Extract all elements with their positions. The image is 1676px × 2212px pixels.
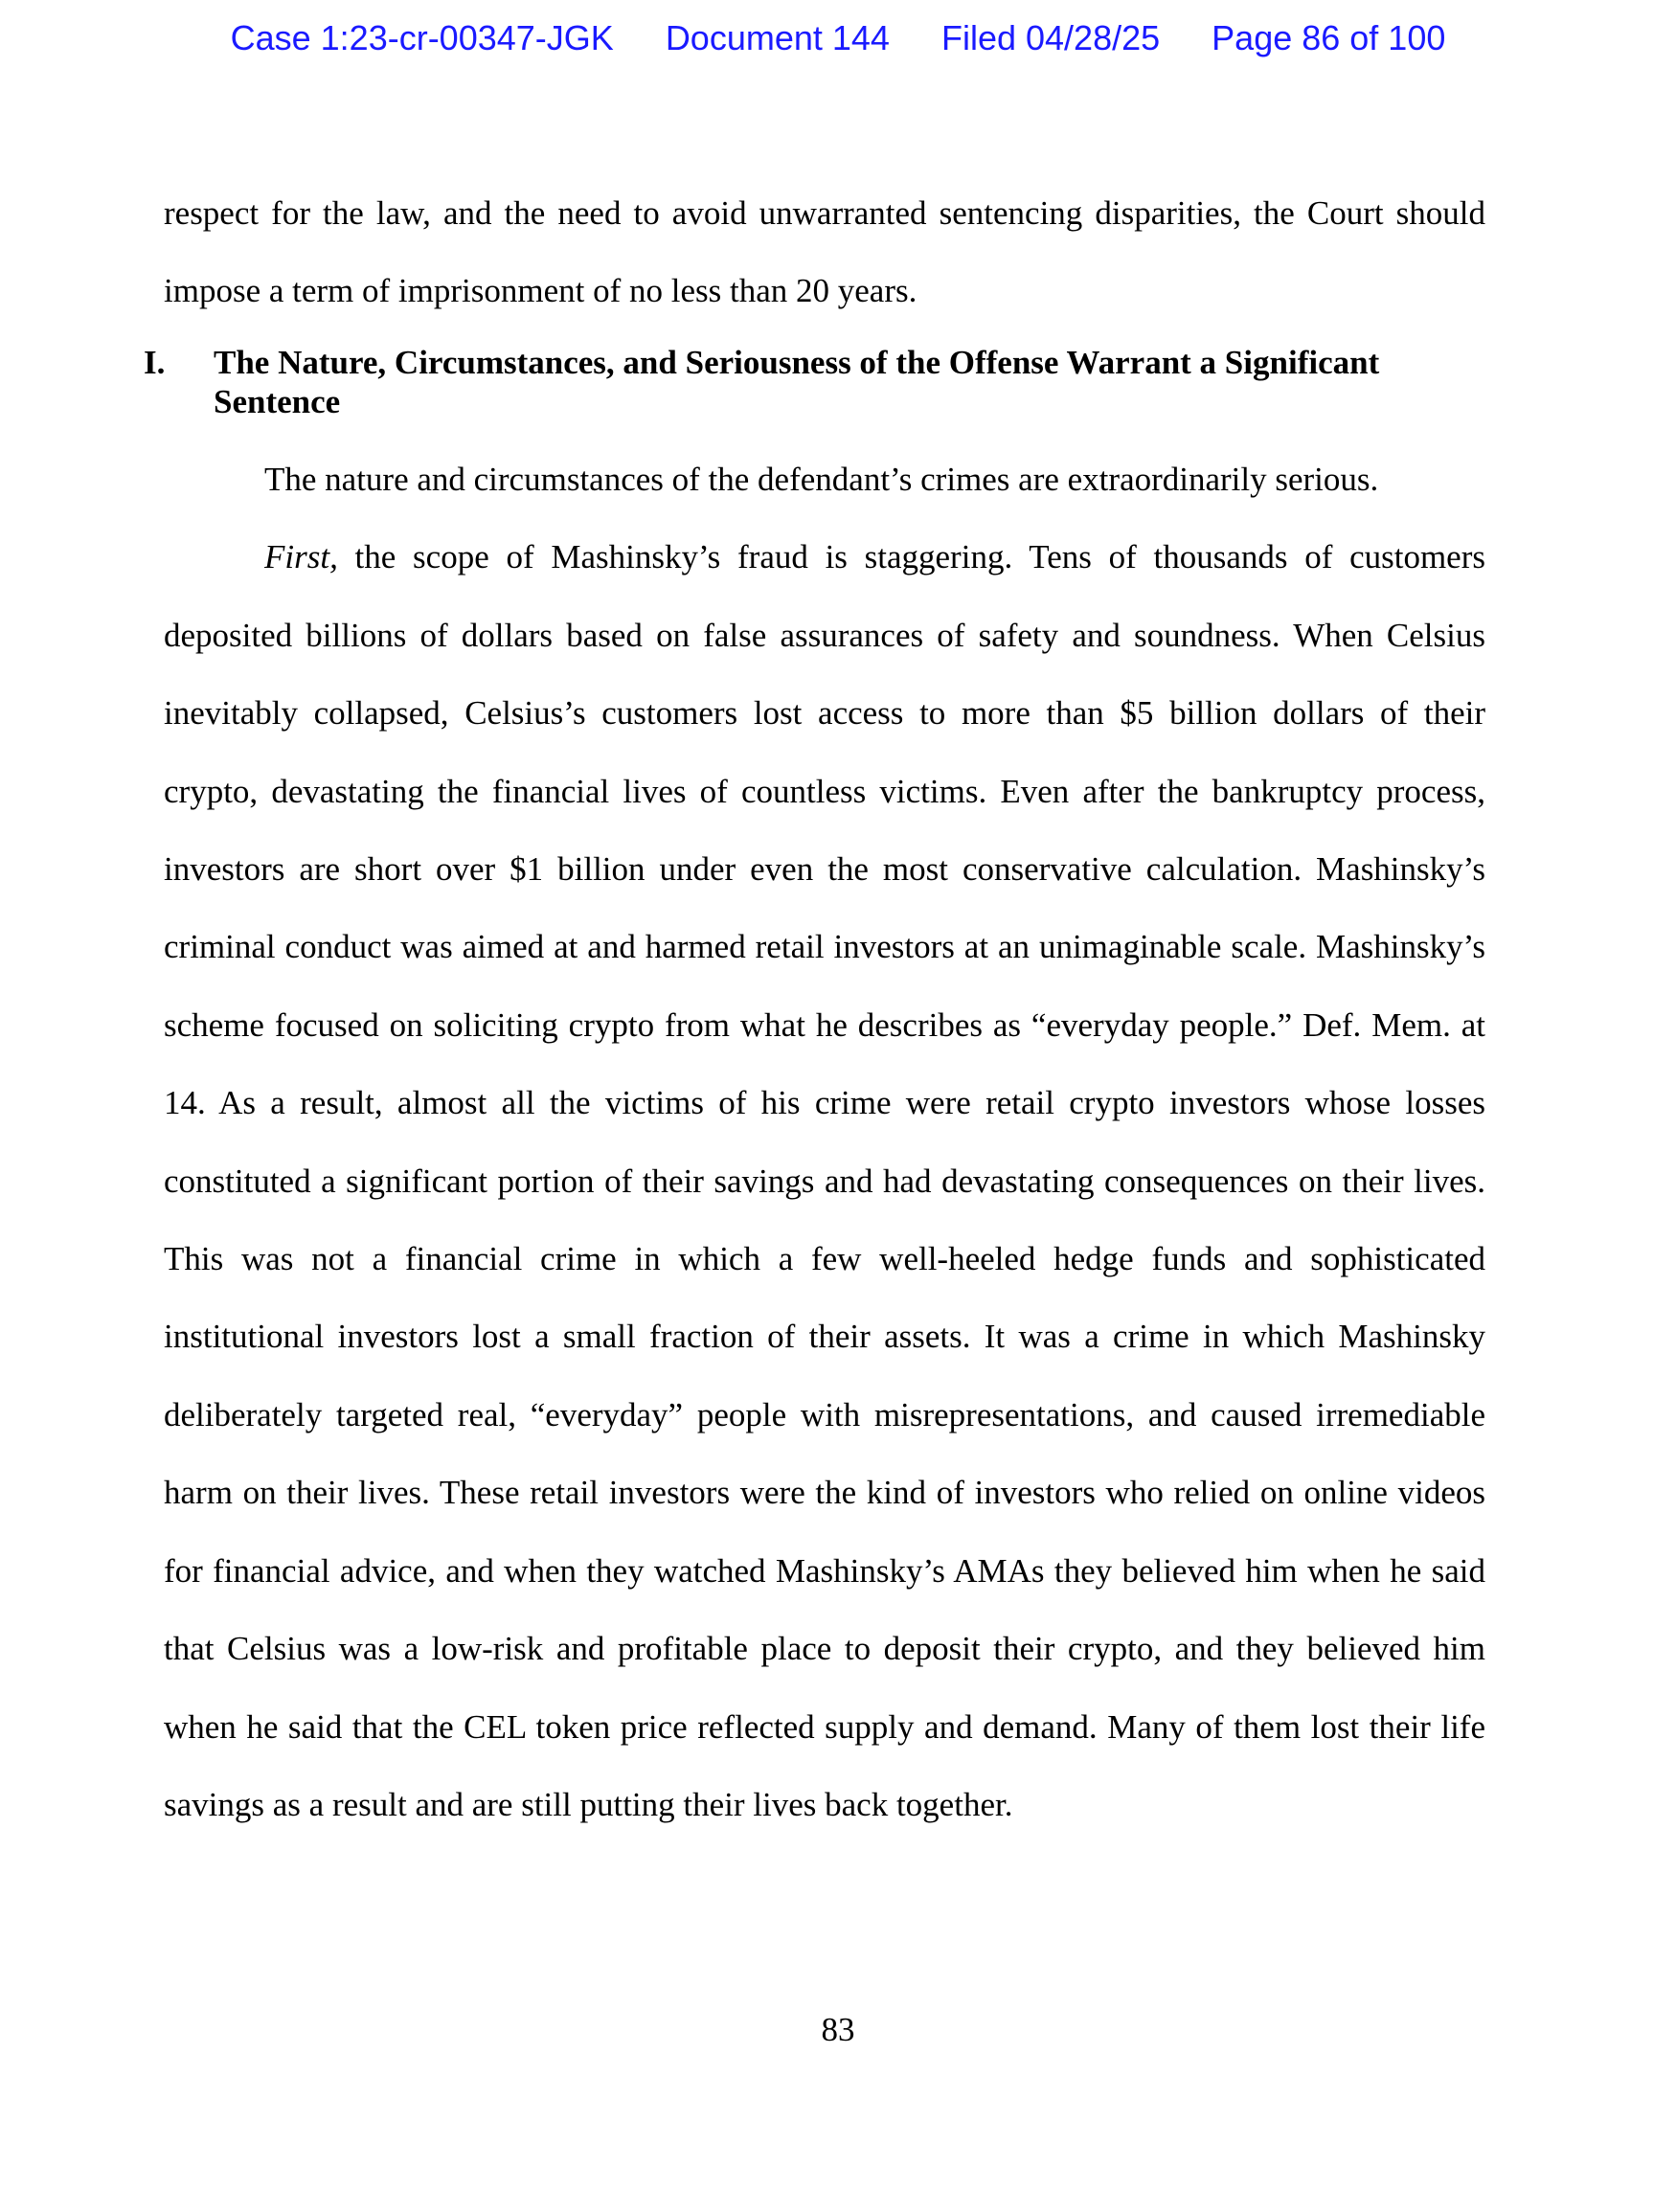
page-of-total: Page 86 of 100 — [1212, 18, 1446, 57]
case-number: Case 1:23-cr-00347-JGK — [230, 18, 614, 57]
paragraph-scope — [164, 518, 1485, 1843]
paragraph-scope-lead: First, — [264, 538, 338, 576]
intro-paragraph-block — [164, 174, 1485, 330]
intro-paragraph: respect for the law, and the need to avoid unwarranted sentencing disparities, the Court should impose a term of imprisonment of no less than 20 years. — [164, 194, 1485, 310]
paragraph-nature: The nature and circumstances of the defendant’s crimes are extraordinarily serious. — [264, 461, 1379, 498]
section-number: I. — [144, 344, 166, 381]
section-body — [164, 440, 1485, 1843]
paragraph-scope-text: the scope of Mashinsky’s fraud is staggering. Tens of thousands of customers deposited billions of dollars based on false assurances of safety and soundness. When Celsius inevitably collapsed, Celsius’s customers lost access to more than $5 billion dollars of their crypto, devastating the financial lives of countless victims. Even after the bankruptcy process, investors are short over $1 billion under even the most conservative calculation. Mashinsky’s criminal conduct was aimed at and harmed retail investors at an unimaginable scale. Mashinsky’s scheme focused on soliciting crypto from what he describes as “everyday people.” Def. Mem. at 14. As a result, almost all the victims of his crime were retail crypto investors whose losses constituted a significant portion of their savings and had devastating consequences on their lives. This was not a financial crime in which a few well-heeled hedge funds and sophisticated institutional investors lost a small fraction of their assets. It was a crime in which Mashinsky deliberately targeted real, “everyday” people with misrepresentations, and caused irremediable harm on their lives. These retail investors were the kind of investors who relied on online videos for financial advice, and when they watched Mashinsky’s AMAs they believed him when he said that Celsius was a low-risk and profitable place to deposit their crypto, and they believed him when he said that the CEL token price reflected supply and demand. Many of them lost their life savings as a result and are still putting their lives back together. — [164, 538, 1485, 1823]
page-number: 83 — [821, 2011, 855, 2048]
section-title: The Nature, Circumstances, and Seriousness of the Offense Warrant a Significant Sentence — [214, 344, 1380, 420]
case-header — [0, 15, 1676, 61]
document-number: Document 144 — [665, 18, 890, 57]
filed-date: Filed 04/28/25 — [940, 18, 1161, 57]
section-heading — [144, 343, 1484, 421]
